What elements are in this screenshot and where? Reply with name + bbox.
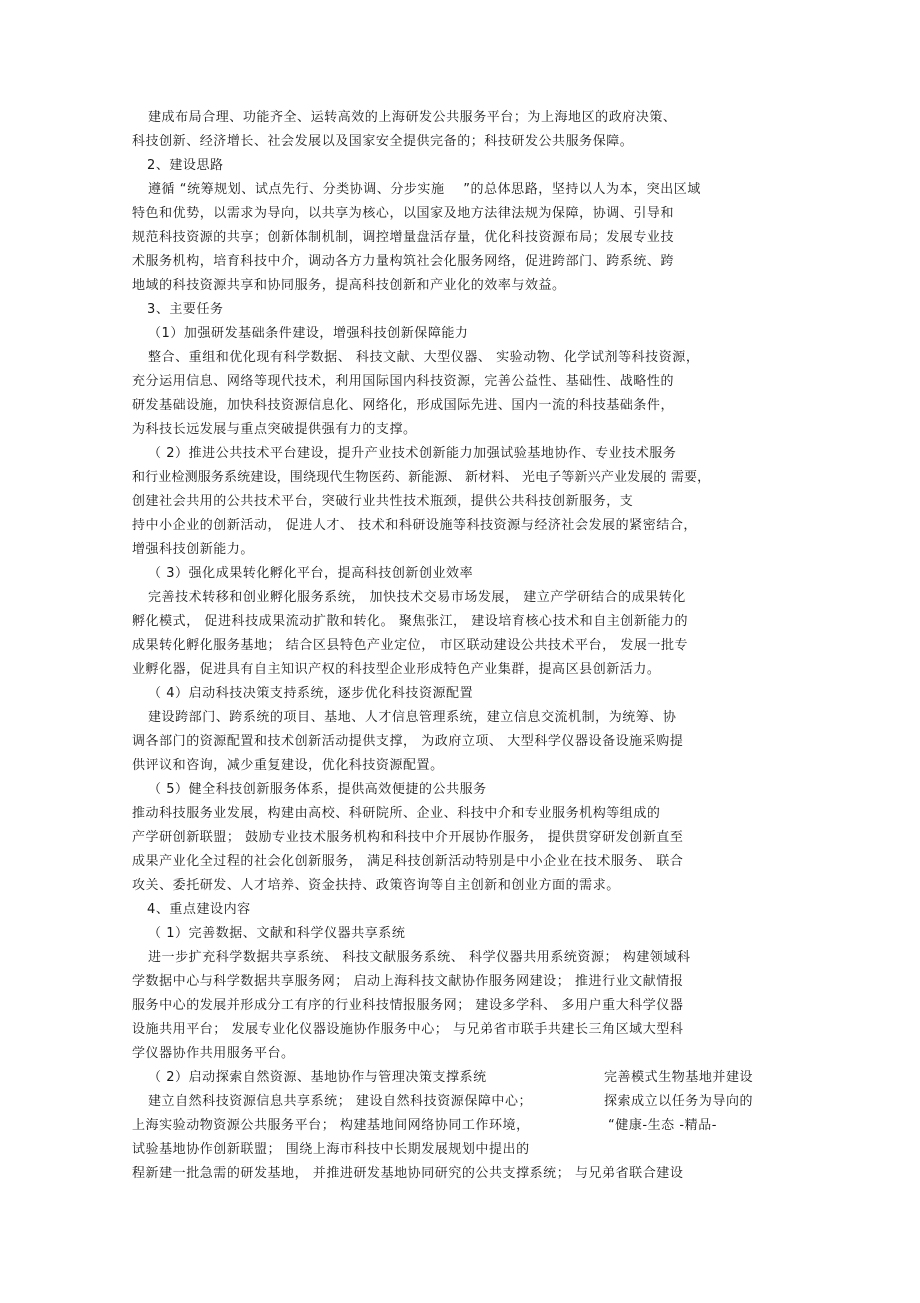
subsection-heading: （ 1）完善数据、文献和科学仪器共享系统 (148, 926, 406, 941)
paragraph-line: 业孵化器，促进具有自主知识产权的科技型企业形成特色产业集群，提高区县创新活力。 (132, 662, 661, 677)
paragraph-line: 进一步扩充科学数据共享系统、 科技文献服务系统、 科学仪器共用系统资源； 构建领域科 (148, 950, 691, 965)
paragraph-line: 程新建一批急需的研发基地， 并推进研发基地协同研究的公共支撑系统； 与兄弟省联合建设 (132, 1166, 684, 1181)
paragraph-line: 学仪器协作共用服务平台。 (132, 1046, 295, 1061)
section-heading: 3、主要任务 (147, 302, 224, 317)
subsection-heading: （ 5）健全科技创新服务体系，提供高效便捷的公共服务 (148, 782, 487, 797)
subsection-heading: （ 2）推进公共技术平台建设，提升产业技术创新能力加强试验基地协作、专业技术服务 (148, 446, 677, 461)
paragraph-line: 规范科技资源的共享；创新体制机制，调控增量盘活存量，优化科技资源布局；发展专业技 (132, 230, 675, 245)
paragraph-line: 成果转化孵化服务基地； 结合区县特色产业定位， 市区联动建设公共技术平台， 发展一批专 (132, 638, 689, 653)
paragraph-line: 为科技长远发展与重点突破提供强有力的支撑。 (132, 422, 417, 437)
paragraph-line: 持中小企业的创新活动， 促进人才、 技术和科研设施等科技资源与经济社会发展的紧密结合， (132, 518, 697, 533)
paragraph-line: 整合、重组和优化现有科学数据、 科技文献、大型仪器、 实验动物、化学试剂等科技资源， (148, 350, 700, 365)
paragraph-line: 和行业检测服务系统建设，围绕现代生物医药、新能源、 新材料、 光电子等新兴产业发展的 需要， (132, 470, 711, 485)
paragraph-line: 上海实验动物资源公共服务平台； 构建基地间网络协同工作环境， (132, 1118, 530, 1133)
paragraph-line: 孵化模式， 促进科技成果流动扩散和转化。 聚焦张江， 建设培育核心技术和自主创新能力的 (132, 614, 689, 629)
paragraph-line: 建设跨部门、跨系统的项目、基地、人才信息管理系统，建立信息交流机制，为统筹、协 (148, 710, 677, 725)
paragraph-line: 建立自然科技资源信息共享系统； 建设自然科技资源保障中心； (148, 1094, 533, 1109)
subsection-heading: （ 3）强化成果转化孵化平台，提高科技创新创业效率 (148, 566, 474, 581)
paragraph-line: 增强科技创新能力。 (132, 542, 254, 557)
paragraph-line: 产学研创新联盟； 鼓励专业技术服务机构和科技中介开展协作服务， 提供贯穿研发创新直至 (132, 830, 684, 845)
subsection-heading: （ 2）启动探索自然资源、基地协作与管理决策支撑系统 (148, 1070, 487, 1085)
paragraph-line: 成果产业化全过程的社会化创新服务， 满足科技创新活动特别是中小企业在技术服务、 联合 (132, 854, 684, 869)
paragraph-line: 特色和优势，以需求为导向，以共享为核心，以国家及地方法律法规为保障，协调、引导和 (132, 206, 675, 221)
paragraph-line: 创建社会共用的公共技术平台，突破行业共性技术瓶颈，提供公共科技创新服务，支 (132, 494, 634, 509)
paragraph-line: 科技创新、经济增长、社会发展以及国家安全提供完备的；科技研发公共服务保障。 (132, 134, 634, 149)
section-heading: 2、建设思路 (147, 158, 224, 173)
paragraph-line: 学数据中心与科学数据共享服务网； 启动上海科技文献协作服务网建设； 推进行业文献情报 (132, 974, 684, 989)
paragraph-fragment-right: “健康-生态 -精品- (608, 1118, 717, 1133)
subsection-heading: （ 4）启动科技决策支持系统，逐步优化科技资源配置 (148, 686, 474, 701)
paragraph-line: 研发基础设施，加快科技资源信息化、网络化，形成国际先进、国内一流的科技基础条件， (132, 398, 675, 413)
paragraph-line: 充分运用信息、网络等现代技术，利用国际国内科技资源，完善公益性、基础性、战略性的 (132, 374, 675, 389)
paragraph-line: 建成布局合理、功能齐全、运转高效的上海研发公共服务平台；为上海地区的政府决策、 (148, 110, 677, 125)
paragraph-line: 调各部门的资源配置和技术创新活动提供支撑， 为政府立项、 大型科学仪器设备设施采购提 (132, 734, 684, 749)
paragraph-fragment-right: 探索成立以任务为导向的 (604, 1094, 754, 1109)
paragraph-line: 地域的科技资源共享和协同服务，提高科技创新和产业化的效率与效益。 (132, 278, 566, 293)
section-heading: 4、重点建设内容 (147, 902, 251, 917)
paragraph-line: 术服务机构，培育科技中介，调动各方力量构筑社会化服务网络，促进跨部门、跨系统、跨 (132, 254, 675, 269)
paragraph-line: 完善技术转移和创业孵化服务系统， 加快技术交易市场发展， 建立产学研结合的成果转化 (148, 590, 686, 605)
subsection-heading: （1）加强研发基础条件建设，增强科技创新保障能力 (148, 326, 469, 341)
paragraph-line: 攻关、委托研发、人才培养、资金扶持、政策咨询等自主创新和创业方面的需求。 (132, 878, 620, 893)
paragraph-fragment-right: 完善模式生物基地并建设 (604, 1070, 754, 1085)
paragraph-line: 遵循 “统筹规划、试点先行、分类协调、分步实施 ”的总体思路，坚持以人为本，突出区域 (148, 182, 701, 197)
paragraph-line: 推动科技服务业发展，构建由高校、科研院所、企业、科技中介和专业服务机构等组成的 (132, 806, 661, 821)
paragraph-line: 设施共用平台； 发展专业化仪器设施协作服务中心； 与兄弟省市联手共建长三角区域大型科 (132, 1022, 684, 1037)
paragraph-line: 供评议和咨询，减少重复建设，优化科技资源配置。 (132, 758, 444, 773)
paragraph-line: 试验基地协作创新联盟； 围绕上海市科技中长期发展规划中提出的 (132, 1142, 530, 1157)
paragraph-line: 服务中心的发展并形成分工有序的行业科技情报服务网； 建设多学科、 多用户重大科学仪器 (132, 998, 684, 1013)
